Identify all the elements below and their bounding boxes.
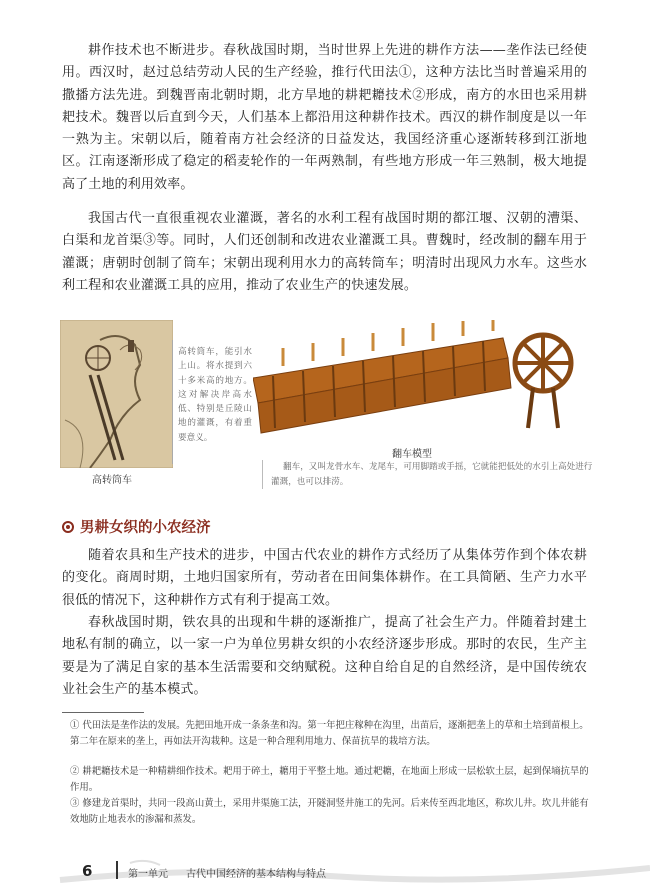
page-number: 6 (82, 862, 93, 880)
bullet-circle-icon (62, 521, 74, 533)
chain-pump-model-note: 翻车，又叫龙骨水车、龙尾车，可用脚踏或手摇，它就能把低处的水引上高处进行灌溉，也可以排涝。 (262, 460, 599, 489)
paragraph-farming-techniques: 耕作技术也不断进步。春秋战国时期，当时世界上先进的耕作方法——垄作法已经使用。西汉时，赵过总结劳动人民的生产经验，推行代田法①，这种方法比当时普遍采用的撒播方法先进。到魏晋南北朝时期，北方旱地的耕耙耱技术②形成，南方的水田也采用耕耙技术。魏晋以后直到今天，人们基本上都沿用这种耕作技术。西汉的耕作制度是以一年一熟为主。宋朝以后，随着南方社会经济的日益发达，我国经济重心逐渐转移到江浙地区。江南逐渐形成了稳定的稻麦轮作的一年两熟制，有些地方形成一年三熟制，极大地提高了土地的利用效率。 (62, 43, 587, 192)
footnote-divider (62, 712, 144, 713)
footnote-2: ② 耕耙耱技术是一种精耕细作技术。耙用于碎土，耱用于平整土地。通过耙耱，在地面上形成一层松软土层，起到保墒抗旱的作用。 (70, 766, 589, 793)
footer-separator (116, 861, 118, 879)
high-lift-waterwheel-note: 高转筒车，能引水上山。将水提到六十多米高的地方。这对解决岸高水低、特别是丘陵山地的灌溉，有着重要意义。 (178, 347, 252, 443)
chain-pump-model-image (253, 318, 583, 443)
high-lift-waterwheel-caption: 高转筒车 (92, 475, 132, 486)
footnote-3: ③ 修建龙首渠时，共同一段高山黄土，采用井渠施工法，开隧洞竖井施工的先河。后来传至西北地区，称坎儿井。坎儿井能有效地防止地表水的渗漏和蒸发。 (70, 798, 589, 825)
footer-unit-label: 第一单元 (128, 869, 168, 880)
footer-chapter-title: 古代中国经济的基本结构与特点 (186, 869, 326, 880)
high-lift-waterwheel-image (60, 320, 173, 468)
section-title: 男耕女织的小农经济 (80, 520, 211, 536)
note-bracket (172, 340, 177, 464)
chain-pump-model-caption: 翻车模型 (392, 449, 432, 460)
paragraph-irrigation: 我国古代一直很重视农业灌溉，著名的水利工程有战国时期的都江堰、汉朝的漕渠、白渠和龙首渠③等。同时，人们还创制和改进农业灌溉工具。曹魏时，经改制的翻车用于灌溉；唐朝时创制了筒车；宋朝出现利用水力的高转筒车；明清时出现风力水车。这些水利工程和农业灌溉工具的应用，推动了农业生产的快速发展。 (62, 211, 587, 293)
paragraph-small-peasant-economy: 春秋战国时期，铁农具的出现和牛耕的逐渐推广，提高了社会生产力。伴随着封建土地私有制的确立，以一家一户为单位男耕女织的小农经济逐步形成。那时的农民，生产主要是为了满足自家的基本生活需要和交纳赋税。这种自给自足的自然经济，是中国传统农业社会生产的基本模式。 (62, 615, 587, 697)
paragraph-farming-mode: 随着农具和生产技术的进步，中国古代农业的耕作方式经历了从集体劳作到个体农耕的变化。商周时期，土地归国家所有，劳动者在田间集体耕作。在工具简陋、生产力水平很低的情况下，这种耕作方式有利于提高工效。 (62, 548, 587, 608)
section-heading (62, 516, 211, 537)
footnote-1: ① 代田法是垄作法的发展。先把田地开成一条条垄和沟。第一年把庄稼种在沟里，出苗后，逐渐把垄上的草和土培到苗根上。第二年在原来的垄上，再如法开沟栽种。这是一种合理利用地力、保苗抗旱的栽培方法。 (70, 720, 589, 747)
